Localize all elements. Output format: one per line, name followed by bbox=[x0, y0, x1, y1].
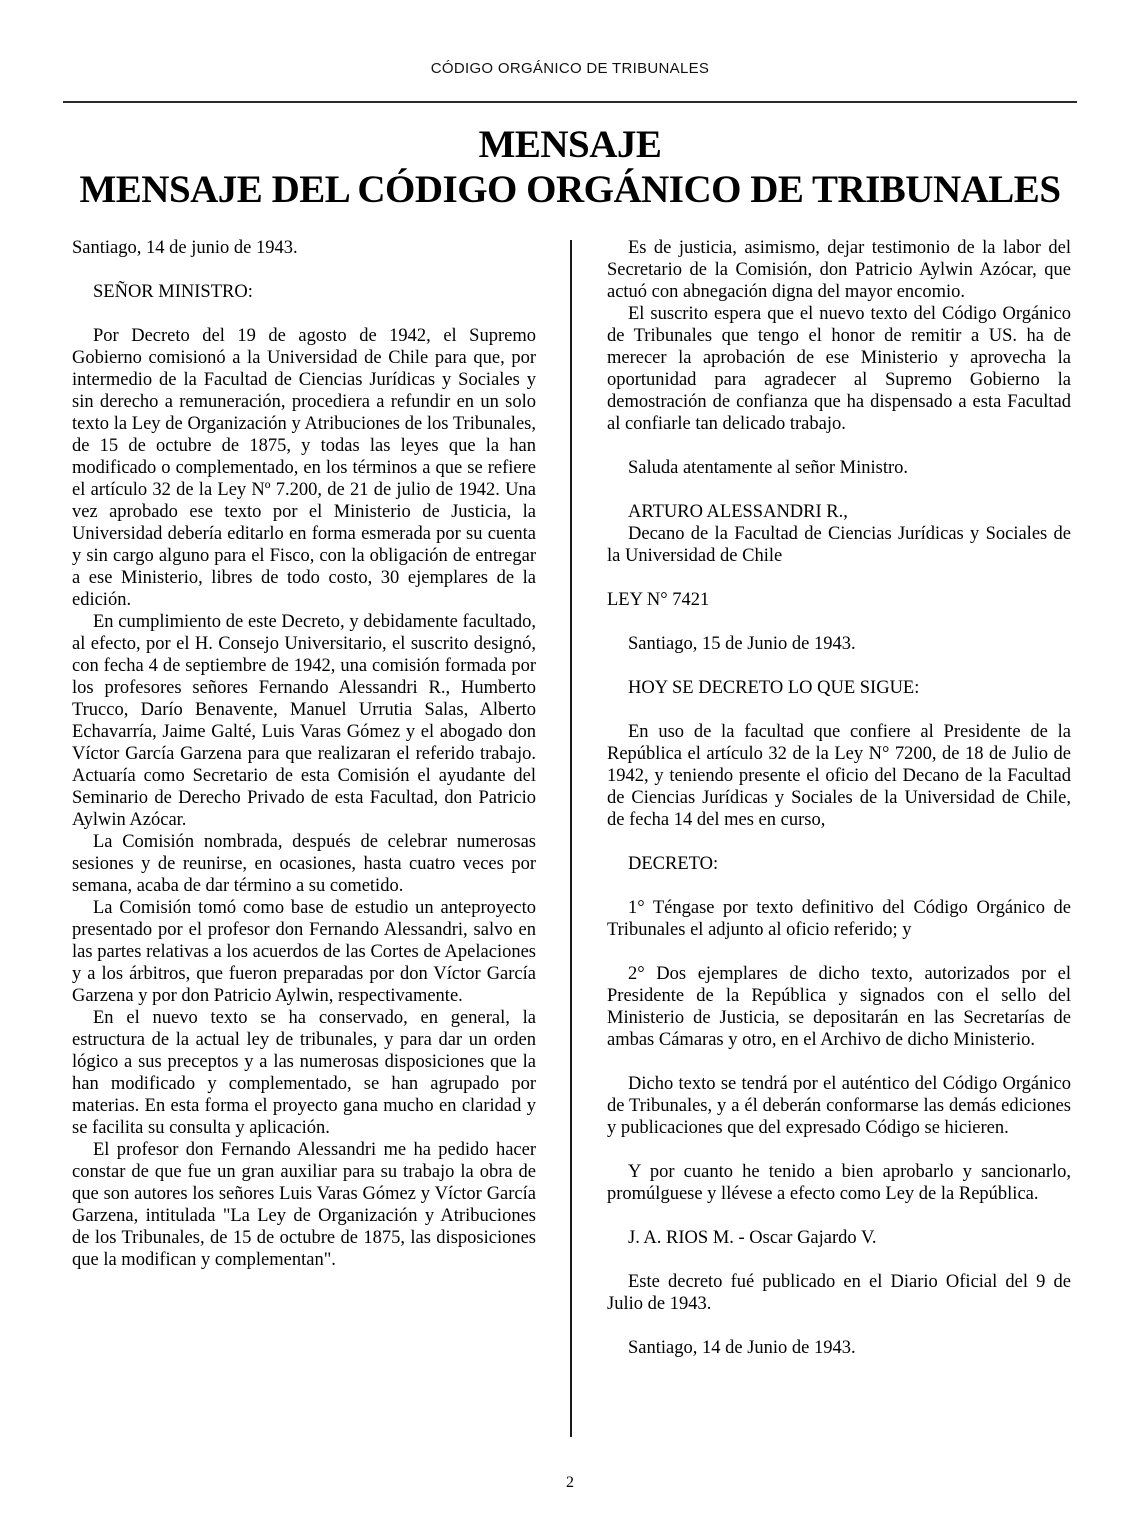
paragraph: LEY N° 7421 bbox=[607, 590, 710, 610]
paragraph: En uso de la facultad que confiere al Presidente de la República el artículo 32 de la Ley N° 7200, de 18 de Julio de 1942, y teniendo presente el oficio del Decano de la Facultad de Ciencias Jurídicas y Sociales de la Universidad de Chile, de fecha 14 del mes en curso, bbox=[607, 722, 1071, 830]
paragraph: Saluda atentamente al señor Ministro. bbox=[628, 458, 908, 478]
paragraph: J. A. RIOS M. - Oscar Gajardo V. bbox=[628, 1228, 877, 1248]
paragraph: Este decreto fué publicado en el Diario Oficial del 9 de Julio de 1943. bbox=[607, 1272, 1071, 1314]
paragraph: La Comisión tomó como base de estudio un anteproyecto presentado por el profesor don Fernando Alessandri, salvo en las partes relativas a los acuerdos de las Cortes de Apelaciones y a los árbitros, que fueron preparadas por don Víctor García Garzena y por don Patricio Aylwin, respectivamente. bbox=[72, 898, 536, 1006]
paragraph: Es de justicia, asimismo, dejar testimonio de la labor del Secretario de la Comisión, don Patricio Aylwin Azócar, que actuó con abnegación digna del mayor encomio. bbox=[607, 238, 1071, 302]
paragraph: El profesor don Fernando Alessandri me ha pedido hacer constar de que fue un gran auxiliar para su trabajo la obra de que son autores los señores Luis Varas Gómez y Víctor García Garzena, intitulada "La Ley de Organización y Atribuciones de los Tribunales, de 15 de octubre de 1875, las disposiciones que la modifican y complementan". bbox=[72, 1140, 536, 1270]
page-title-line2: MENSAJE DEL CÓDIGO ORGÁNICO DE TRIBUNALES bbox=[79, 168, 1061, 211]
paragraph: Por Decreto del 19 de agosto de 1942, el Supremo Gobierno comisionó a la Universidad de Chile para que, por intermedio de la Facultad de Ciencias Jurídicas y Sociales y sin derecho a remuneración, procediera a refundir en un solo texto la Ley de Organización y Atribuciones de los Tribunales, de 15 de octubre de 1875, y todas las leyes que la han modificado o complementado, en los términos a que se refiere el artículo 32 de la Ley Nº 7.200, de 21 de julio de 1942. Una vez aprobado ese texto por el Ministerio de Justicia, la Universidad debería editarlo en forma esmerada por su cuenta y sin cargo alguno para el Fisco, con la obligación de entregar a ese Ministerio, libres de todo costo, 30 ejemplares de la edición. bbox=[72, 326, 536, 610]
paragraph: Santiago, 14 de junio de 1943. bbox=[72, 238, 298, 258]
paragraph: DECRETO: bbox=[628, 854, 719, 874]
paragraph: La Comisión nombrada, después de celebrar numerosas sesiones y de reunirse, en ocasiones, hasta cuatro veces por semana, acaba de dar término a su cometido. bbox=[72, 832, 536, 896]
column-divider bbox=[570, 240, 572, 1437]
paragraph: ARTURO ALESSANDRI R., bbox=[628, 502, 848, 522]
running-header: CÓDIGO ORGÁNICO DE TRIBUNALES bbox=[430, 60, 710, 77]
page-number: 2 bbox=[566, 1474, 574, 1491]
paragraph: Y por cuanto he tenido a bien aprobarlo y sancionarlo, promúlguese y llévese a efecto como Ley de la República. bbox=[607, 1162, 1071, 1204]
paragraph: En el nuevo texto se ha conservado, en general, la estructura de la actual ley de tribunales, y para dar un orden lógico a sus preceptos y a las numerosas disposiciones que la han modificado y complementado, se han agrupado por materias. En esta forma el proyecto gana mucho en claridad y se facilita su consulta y aplicación. bbox=[72, 1008, 536, 1138]
page-title bbox=[0, 122, 1140, 212]
paragraph: El suscrito espera que el nuevo texto del Código Orgánico de Tribunales que tengo el honor de remitir a US. ha de merecer la aprobación de ese Ministerio y aprovecha la oportunidad para agradecer al Supremo Gobierno la demostración de confianza que ha dispensado a esta Facultad al confiarle tan delicado trabajo. bbox=[607, 304, 1071, 434]
paragraph: 2° Dos ejemplares de dicho texto, autorizados por el Presidente de la República y signados con el sello del Ministerio de Justicia, se depositarán en las Secretarías de ambas Cámaras y otro, en el Archivo de dicho Ministerio. bbox=[607, 964, 1071, 1050]
right-column bbox=[607, 237, 1071, 1359]
paragraph: Dicho texto se tendrá por el auténtico del Código Orgánico de Tribunales, y a él deberán conformarse las demás ediciones y publicaciones que del expresado Código se hicieren. bbox=[607, 1074, 1071, 1138]
paragraph: HOY SE DECRETO LO QUE SIGUE: bbox=[628, 678, 920, 698]
header-rule bbox=[63, 101, 1077, 103]
paragraph: Decano de la Facultad de Ciencias Jurídicas y Sociales de la Universidad de Chile bbox=[607, 524, 1071, 566]
paragraph: En cumplimiento de este Decreto, y debidamente facultado, al efecto, por el H. Consejo Universitario, el suscrito designó, con fecha 4 de septiembre de 1942, una comisión formada por los profesores señores Fernando Alessandri R., Humberto Trucco, Darío Benavente, Manuel Urrutia Salas, Alberto Echavarría, Jaime Galté, Luis Varas Gómez y el abogado don Víctor García Garzena para que realizaran el referido trabajo. Actuaría como Secretario de esta Comisión el ayudante del Seminario de Derecho Privado de esta Facultad, don Patricio Aylwin Azócar. bbox=[72, 612, 536, 830]
paragraph: Santiago, 15 de Junio de 1943. bbox=[628, 634, 856, 654]
page-title-line1: MENSAJE bbox=[478, 123, 662, 166]
paragraph: SEÑOR MINISTRO: bbox=[93, 282, 253, 302]
paragraph: 1° Téngase por texto definitivo del Código Orgánico de Tribunales el adjunto al oficio referido; y bbox=[607, 898, 1071, 940]
paragraph: Santiago, 14 de Junio de 1943. bbox=[628, 1338, 856, 1358]
left-column bbox=[72, 237, 536, 1271]
